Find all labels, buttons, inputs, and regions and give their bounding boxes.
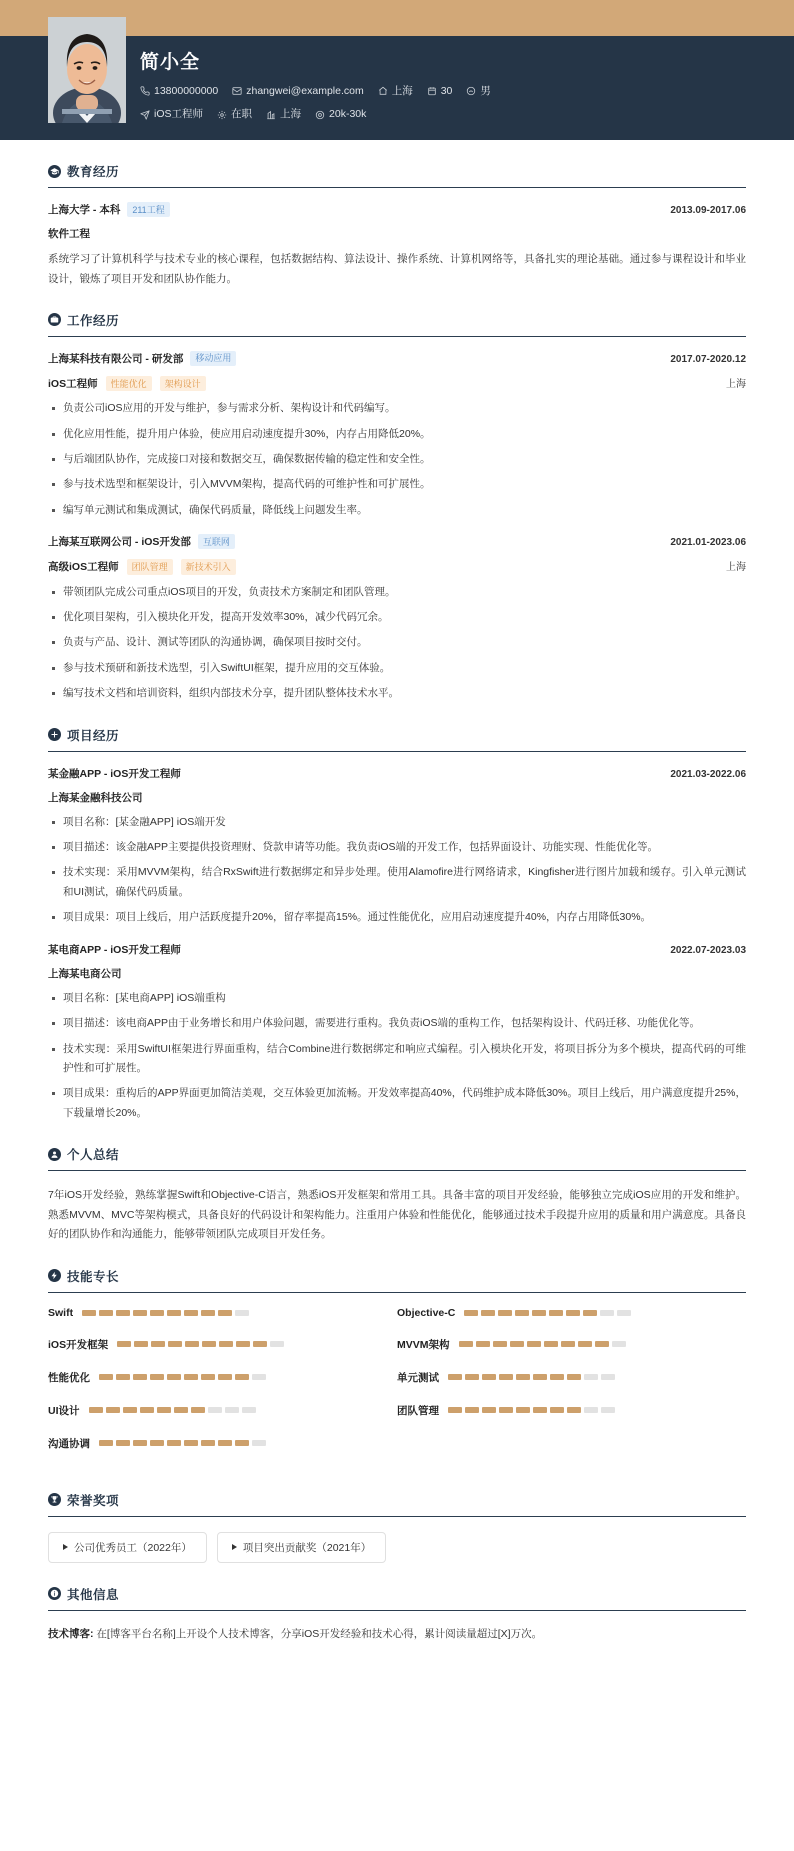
skill-level-segment [499,1374,513,1380]
play-triangle-icon [63,1544,68,1550]
work-date: 2017.07-2020.12 [670,354,746,366]
skill-level-segment [151,1341,165,1347]
work-company-name: 上海某科技有限公司 - 研发部 [48,353,184,366]
skill-level-segment [184,1374,198,1380]
section-divider [48,1292,746,1293]
paper-plane-icon [140,110,150,120]
project-name: 某金融APP - iOS开发工程师 [48,767,181,780]
work-entry [48,351,746,520]
list-item: 技术实现：采用SwiftUI框架进行界面重构，结合Combine进行数据绑定和响应式编程。引入模块化开发，将项目拆分为多个模块，提高代码的可维护性和可扩展性。 [48,1040,746,1079]
other-info-label: 技术博客: [48,1627,94,1640]
section-divider [48,187,746,188]
skill-level-segment [184,1440,198,1446]
skill-level-segment [123,1407,137,1413]
status-icon [217,110,227,120]
trophy-icon [48,1493,61,1506]
graduation-icon [48,165,61,178]
skill-level-segment [133,1374,147,1380]
list-item: 项目描述：该电商APP由于业务增长和用户体验问题，需要进行重构。我负责iOS端的重构工作，包括架构设计、代码迁移、功能优化等。 [48,1014,746,1033]
skill-row [397,1370,746,1385]
contact-email-text: zhangwei@example.com [246,84,364,97]
work-location: 上海 [726,379,746,391]
grid-icon [48,728,61,741]
skill-level-segment [235,1310,249,1316]
project-company: 上海某电商公司 [48,967,122,980]
education-major: 软件工程 [48,228,90,241]
skill-level-segment [465,1374,479,1380]
skill-level-segment [561,1341,575,1347]
skill-level-segment [583,1310,597,1316]
list-item: 项目名称：[某金融APP] iOS端开发 [48,813,746,832]
skill-level-segment [208,1407,222,1413]
skill-row [397,1337,746,1352]
skill-level-segment [482,1407,496,1413]
list-item: 负责公司iOS应用的开发与维护，参与需求分析、架构设计和代码编写。 [48,399,746,418]
skill-level-segment [252,1374,266,1380]
section-other-title: 其他信息 [67,1587,120,1602]
skill-level-segment [116,1310,130,1316]
skill-level-segment [150,1440,164,1446]
work-role-tag: 新技术引入 [181,559,236,574]
skill-level-segment [448,1374,462,1380]
list-item: 参与技术选型和框架设计，引入MVVM架构，提高代码的可维护性和可扩展性。 [48,475,746,494]
skill-level-segment [617,1310,631,1316]
skill-level-segment [219,1341,233,1347]
job-title-text: iOS工程师 [154,108,204,121]
skill-level-segment [498,1310,512,1316]
project-entry [48,766,746,928]
skill-level-segment [82,1310,96,1316]
project-entry-head [48,766,746,781]
education-entry [48,202,746,289]
skill-level-segment [270,1341,284,1347]
work-entry-head [48,351,746,366]
section-projects [48,726,746,1124]
work-location: 上海 [726,562,746,574]
skill-level-segment [116,1440,130,1446]
section-divider [48,1610,746,1611]
skill-level-segment [150,1310,164,1316]
skill-level-segment [235,1374,249,1380]
skill-level-segment [549,1310,563,1316]
skill-level-segment [550,1374,564,1380]
section-projects-header [48,726,746,751]
skill-name: iOS开发框架 [48,1338,109,1351]
section-work-header [48,311,746,336]
skill-level-segment [99,1310,113,1316]
skill-row [48,1403,397,1418]
skill-level-segment [99,1440,113,1446]
education-date: 2013.09-2017.06 [670,205,746,217]
skill-level-segment [202,1341,216,1347]
skill-level-segment [117,1341,131,1347]
section-awards-title: 荣誉奖项 [67,1493,120,1508]
job-city-text: 上海 [280,108,302,121]
section-skills [48,1267,746,1469]
skill-level-bar [464,1310,631,1316]
section-work [48,311,746,704]
section-skills-header [48,1267,746,1292]
skill-row [48,1436,397,1451]
list-item: 参与技术预研和新技术选型，引入SwiftUI框架，提升应用的交互体验。 [48,659,746,678]
work-role [48,559,236,574]
award-chip[interactable] [48,1532,207,1563]
contact-gender-text: 男 [480,84,491,97]
skill-level-bar [82,1310,249,1316]
job-salary [315,106,366,123]
work-role-row [48,558,746,574]
project-date: 2022.07-2023.03 [670,944,746,956]
avatar [48,17,126,123]
skill-level-segment [174,1407,188,1413]
skill-level-segment [544,1341,558,1347]
lightning-icon [48,1269,61,1282]
skill-level-segment [235,1440,249,1446]
skill-level-segment [191,1407,205,1413]
work-date: 2021.01-2023.06 [670,537,746,549]
skill-level-bar [448,1374,615,1380]
info-icon [48,1587,61,1600]
education-entry-head [48,202,746,217]
skill-level-segment [550,1407,564,1413]
skill-level-segment [566,1310,580,1316]
job-row [140,106,770,123]
job-salary-text: 20k-30k [329,108,367,121]
skill-level-segment [465,1407,479,1413]
skill-level-segment [184,1310,198,1316]
summary-text: 7年iOS开发经验，熟练掌握Swift和Objective-C语言，熟悉iOS开发框架和常用工具。具备丰富的项目开发经验，能够独立完成iOS应用的开发和维护。熟悉MVVM、MVC等架构模式，具备良好的代码设计和架构能力。注重用户体验和性能优化，能够通过技术手段提升应用的质量和用户满意度。具备良好的团队协作和沟通能力，能够带领团队完成项目开发任务。 [48,1189,746,1241]
work-entry [48,534,746,703]
skill-level-segment [89,1407,103,1413]
work-company-name: 上海某互联网公司 - iOS开发部 [48,536,191,549]
skill-level-segment [601,1374,615,1380]
contact-email [232,83,363,100]
skill-level-segment [116,1374,130,1380]
section-divider [48,1170,746,1171]
skill-level-segment [476,1341,490,1347]
work-tag: 互联网 [198,534,235,549]
project-date: 2021.03-2022.06 [670,768,746,780]
skill-level-segment [493,1341,507,1347]
skill-row [397,1403,746,1418]
education-school-name: 上海大学 - 本科 [48,204,121,217]
skill-level-segment [167,1440,181,1446]
skill-level-segment [157,1407,171,1413]
section-education [48,162,746,289]
skill-level-segment [499,1407,513,1413]
skill-level-segment [612,1341,626,1347]
skill-name: UI设计 [48,1404,80,1417]
play-triangle-icon [232,1544,237,1550]
section-other [48,1585,746,1644]
education-school [48,202,170,217]
skill-level-segment [527,1341,541,1347]
contact-residence-text: 上海 [391,84,413,97]
work-role [48,376,206,391]
section-other-header [48,1585,746,1610]
skill-level-segment [167,1310,181,1316]
award-label: 公司优秀员工（2022年） [74,1541,192,1554]
skill-level-segment [133,1440,147,1446]
list-item: 项目名称：[某电商APP] iOS端重构 [48,989,746,1008]
skill-level-segment [140,1407,154,1413]
job-city [266,106,301,123]
section-summary-title: 个人总结 [67,1148,120,1163]
skill-name: Objective-C [397,1306,456,1319]
skill-name: 沟通协调 [48,1437,90,1450]
contact-row [140,83,770,100]
skill-level-bar [448,1407,615,1413]
gender-icon [466,86,476,96]
skill-level-segment [578,1341,592,1347]
skill-name: MVVM架构 [397,1338,450,1351]
work-role-tag: 团队管理 [127,559,173,574]
skill-level-segment [584,1407,598,1413]
list-item: 项目描述：该金融APP主要提供投资理财、贷款申请等功能。我负责iOS端的开发工作，包括界面设计、功能实现、性能优化等。 [48,838,746,857]
project-company: 上海某金融科技公司 [48,791,143,804]
list-item: 带领团队完成公司重点iOS项目的开发，负责技术方案制定和团队管理。 [48,583,746,602]
skill-level-segment [567,1407,581,1413]
mail-icon [232,86,242,96]
contact-age-text: 30 [440,84,453,97]
resume-body [0,162,794,1658]
section-awards [48,1491,746,1563]
list-item: 编写技术文档和培训资料，组织内部技术分享，提升团队整体技术水平。 [48,684,746,703]
skill-row [48,1337,397,1352]
section-awards-header [48,1491,746,1516]
skill-level-bar [99,1374,266,1380]
skill-level-segment [600,1310,614,1316]
skill-level-segment [595,1341,609,1347]
skill-name: 单元测试 [397,1371,439,1384]
skill-level-segment [515,1310,529,1316]
skill-level-segment [99,1374,113,1380]
skill-level-segment [236,1341,250,1347]
award-chip[interactable] [217,1532,386,1563]
skill-level-segment [601,1407,615,1413]
skill-level-segment [167,1374,181,1380]
section-summary [48,1145,746,1244]
other-info-text: 在[博客平台名称]上开设个人技术博客，分享iOS开发经验和技术心得，累计阅读量超过[X]万次。 [96,1627,543,1640]
skill-level-segment [201,1310,215,1316]
work-tag: 移动应用 [190,351,236,366]
user-icon [48,1148,61,1161]
work-role-name: iOS工程师 [48,378,98,391]
other-info-line [48,1625,746,1644]
skill-level-segment [533,1407,547,1413]
phone-icon [140,86,150,96]
skill-level-segment [510,1341,524,1347]
skill-level-segment [516,1407,530,1413]
section-projects-title: 项目经历 [67,728,120,743]
section-education-header [48,162,746,187]
skill-level-segment [448,1407,462,1413]
skill-name: Swift [48,1306,74,1319]
skill-level-segment [482,1374,496,1380]
list-item: 与后端团队协作，完成接口对接和数据交互，确保数据传输的稳定性和安全性。 [48,450,746,469]
city-icon [266,110,276,120]
skill-level-segment [584,1374,598,1380]
project-entry-head [48,942,746,957]
skill-level-segment [225,1407,239,1413]
skill-level-segment [218,1310,232,1316]
education-tag: 211工程 [127,202,169,217]
skill-level-segment [532,1310,546,1316]
skill-level-bar [99,1440,266,1446]
skill-level-segment [168,1341,182,1347]
skill-level-segment [106,1407,120,1413]
work-entry-head [48,534,746,549]
contact-age [427,83,453,100]
work-company [48,534,235,549]
skill-level-segment [464,1310,478,1316]
skill-name: 团队管理 [397,1404,439,1417]
header-info [140,36,770,140]
briefcase-icon [48,313,61,326]
calendar-icon [427,86,437,96]
skill-level-segment [516,1374,530,1380]
skill-level-segment [218,1374,232,1380]
project-name: 某电商APP - iOS开发工程师 [48,943,181,956]
list-item: 优化项目架构，引入模块化开发，提高开发效率30%，减少代码冗余。 [48,608,746,627]
section-divider [48,1516,746,1517]
work-role-row [48,375,746,391]
list-item: 编写单元测试和集成测试，确保代码质量，降低线上问题发生率。 [48,501,746,520]
skill-level-segment [459,1341,473,1347]
project-bullets [48,813,746,928]
section-education-title: 教育经历 [67,165,120,179]
education-description: 系统学习了计算机科学与技术专业的核心课程，包括数据结构、算法设计、操作系统、计算机网络等，具备扎实的理论基础。通过参与课程设计和毕业设计，锻炼了项目开发和团队协作能力。 [48,253,746,285]
project-entry [48,942,746,1124]
page-title: 简小全 [140,51,201,73]
home-icon [378,86,388,96]
work-bullets [48,399,746,520]
skill-level-segment [253,1341,267,1347]
skill-level-segment [185,1341,199,1347]
work-bullets [48,583,746,704]
list-item: 项目成果：重构后的APP界面更加简洁美观，交互体验更加流畅。开发效率提高40%，代码维护成本降低30%。项目上线后，用户满意度提升25%，下载量增长20%。 [48,1084,746,1123]
skill-name: 性能优化 [48,1371,90,1384]
skill-level-segment [201,1374,215,1380]
skill-level-segment [481,1310,495,1316]
skill-level-bar [459,1341,626,1347]
contact-phone-text: 13800000000 [154,84,219,97]
section-divider [48,336,746,337]
skill-level-segment [567,1374,581,1380]
list-item: 技术实现：采用MVVM架构，结合RxSwift进行数据绑定和异步处理。使用Alamofire进行网络请求，Kingfisher进行图片加载和缓存。引入单元测试和UI测试，确保代码质量。 [48,863,746,902]
contact-gender [466,83,491,100]
skill-row [48,1370,397,1385]
work-role-tag: 架构设计 [160,376,206,391]
skill-row [397,1307,746,1319]
list-item: 优化应用性能，提升用户体验，使应用启动速度提升30%，内存占用降低20%。 [48,425,746,444]
list-item: 负责与产品、设计、测试等团队的沟通协调，确保项目按时交付。 [48,633,746,652]
section-summary-header [48,1145,746,1170]
award-label: 项目突出贡献奖（2021年） [242,1541,372,1554]
skill-level-segment [242,1407,256,1413]
skill-level-bar [89,1407,256,1413]
resume-header [0,0,794,140]
contact-phone [140,83,218,100]
salary-icon [315,110,325,120]
contact-residence [378,83,413,100]
project-bullets [48,989,746,1124]
work-role-tag: 性能优化 [106,376,152,391]
skill-level-segment [252,1440,266,1446]
section-skills-title: 技能专长 [67,1269,120,1284]
skill-level-bar [117,1341,284,1347]
skill-level-segment [533,1374,547,1380]
skills-list [48,1307,746,1469]
job-title [140,106,203,123]
list-item: 项目成果：项目上线后，用户活跃度提升20%，留存率提高15%。通过性能优化，应用启动速度提升40%，内存占用降低30%。 [48,908,746,927]
skill-level-segment [133,1310,147,1316]
work-company [48,351,236,366]
job-status-text: 在职 [231,108,253,121]
work-role-name: 高级iOS工程师 [48,561,119,574]
skill-level-segment [201,1440,215,1446]
awards-list [48,1532,746,1563]
skill-row [48,1307,397,1319]
skill-level-segment [134,1341,148,1347]
skill-level-segment [150,1374,164,1380]
job-status [217,106,252,123]
section-divider [48,751,746,752]
skill-level-segment [218,1440,232,1446]
section-work-title: 工作经历 [67,313,120,328]
